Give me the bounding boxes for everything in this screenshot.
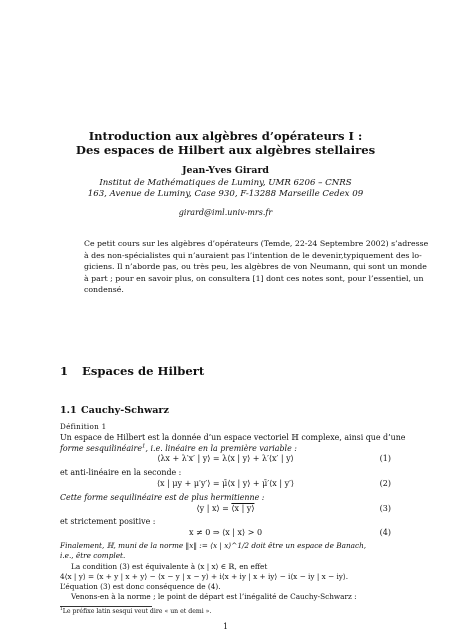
- author-name: Jean-Yves Girard: [182, 165, 269, 176]
- equation-1-number: (1): [379, 454, 391, 463]
- equation-3-conjugate: ⟨x | y⟩: [231, 504, 255, 513]
- footnote-rule: [60, 606, 152, 607]
- hermitian-line: Cette forme sequilinéaire est de plus hermitienne :: [60, 493, 265, 502]
- abstract-line: giciens. Il n’aborde pas, ou très peu, les algèbres de von Neumann, qui sont un monde: [84, 262, 427, 271]
- equation-3-left: ⟨y | x⟩ =: [196, 504, 232, 513]
- footnote-number: 1: [60, 606, 63, 612]
- author-email: girard@iml.univ-mrs.fr: [178, 208, 273, 217]
- abstract-line: à part ; pour en savoir plus, on consultera [1] dont ces notes sont, pour l’essentiel, un: [84, 273, 424, 283]
- affiliation: [40, 178, 411, 200]
- section-number: 1: [60, 364, 69, 378]
- equation-3: [60, 504, 391, 513]
- equation-4: x ≠ 0 ⇒ ⟨x | x⟩ > 0: [188, 528, 263, 537]
- equation-2: ⟨x | μy + μ′y′⟩ = μ̄⟨x | y⟩ + μ̄′⟨x | y′⟩: [156, 479, 295, 488]
- norm-line: Venons-en à la norme ; le point de départ est l’inégalité de Cauchy-Schwarz :: [71, 592, 357, 601]
- equation-3-number: (3): [379, 504, 391, 513]
- equation-2-number: (2): [379, 479, 391, 488]
- footnote-marker: 1: [142, 443, 146, 450]
- subsection-number: 1.1: [60, 405, 77, 416]
- final-line-1: Finalement, ℍ, muni de la norme ‖x‖ := ⟨x | x⟩^1/2 doit être un espace de Banach,: [60, 541, 367, 550]
- positive-line: et strictement positive :: [60, 517, 156, 526]
- footnote-text: Le préfixe latin sesqui veut dire « un et demi ».: [62, 608, 212, 615]
- definition-label: Définition 1: [60, 422, 107, 431]
- abstract: [84, 238, 429, 296]
- abstract-line: condensé.: [84, 285, 124, 294]
- antilinear-line: et anti-linéaire en la seconde :: [60, 468, 182, 477]
- subsection-title: Cauchy-Schwarz: [81, 405, 169, 416]
- consequence-line: L’équation (3) est donc conséquence de (4).: [60, 582, 221, 591]
- section-title: Espaces de Hilbert: [82, 364, 205, 378]
- section-heading: [60, 364, 204, 378]
- definition-line-2: [60, 443, 297, 454]
- definition-line-1: Un espace de Hilbert est la donnée d’un espace vectoriel ℍ complexe, ainsi que d’une: [60, 433, 406, 442]
- title-line-2: Des espaces de Hilbert aux algèbres stellaires: [75, 143, 376, 157]
- paper-title: [60, 129, 391, 157]
- abstract-line: à des non-spécialistes qui n’auraient pas l’intention de le devenir,typiquement des lo-: [84, 250, 422, 260]
- definition-line-2-end: , i.e. linéaire en la première variable :: [145, 444, 297, 453]
- title-line-1: Introduction aux algèbres d’opérateurs I :: [88, 129, 363, 143]
- equation-4-number: (4): [379, 528, 391, 537]
- equation-1: ⟨λx + λ′x′ | y⟩ = λ⟨x | y⟩ + λ′⟨x′ | y⟩: [157, 454, 294, 463]
- final-line-2: i.e., être complet.: [60, 551, 126, 560]
- footnote: [60, 608, 211, 615]
- affiliation-line-2: 163, Avenue de Luminy, Case 930, F-13288 Marseille Cedex 09: [87, 189, 364, 199]
- condition-line: La condition (3) est équivalente à ⟨x | x⟩ ∈ ℝ, en effet: [71, 562, 268, 571]
- definition-line-2-start: forme sesquilinéaire: [60, 444, 142, 453]
- subsection-heading: [60, 405, 169, 416]
- page-number: 1: [222, 622, 229, 631]
- abstract-line: Ce petit cours sur les algèbres d’opérateurs (Temde, 22-24 Septembre 2002) s’adresse: [84, 239, 429, 248]
- affiliation-line-1: Institut de Mathématiques de Luminy, UMR 6206 – CNRS: [99, 178, 352, 188]
- polarization-line: 4⟨x | y⟩ = ⟨x + y | x + y⟩ − ⟨x − y | x − y⟩ + i⟨x + iy | x + iy⟩ − i⟨x − iy | x − iy⟩.: [60, 572, 349, 581]
